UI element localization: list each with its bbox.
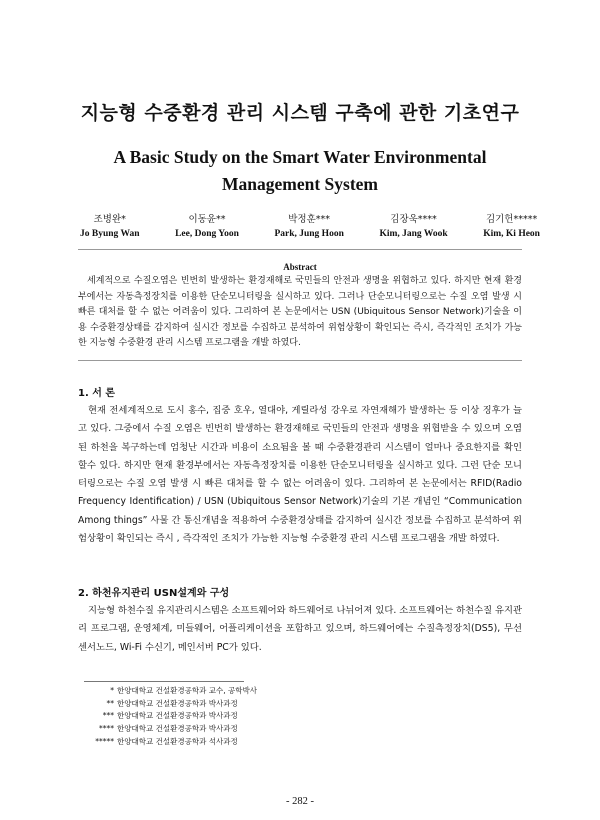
author-name-ko: 조병완* (93, 214, 126, 225)
abstract-heading: Abstract (283, 262, 317, 272)
footnote-text: 한양대학교 건설환경공학과 박사과정 (117, 711, 238, 721)
author-name-ko: 김기헌***** (485, 214, 538, 225)
section-1-body: 현재 전세계적으로 도시 홍수, 집중 호우, 열대야, 게릴라성 강우로 자연재해가 발생하는 등 이상 징후가 늘고 있다. 그중에서 수질 오염은 빈번히 발생하는 환경재해로 국민들의 안전과 생명을 위협받을 수 있으며 오염된 하천을 복구하는데 엄청난 시간과 비용이 소요됨을 볼 때 수중환경관리 시스템이 얼마나 중요한지를 확인 할수 있다. 하지만 현재 환경부에서는 자동측정장치를 이용한 단순모니터링을 실시하고 있다. 그런 단순 모니터링으로는 수질 오염 발생 시 빠른 대처를 할 수 없는 어려움이 있다. 그리하여 본 논문에서는 RFID(Radio Frequency Identification) / USN (Ubiquitous Sensor Network)기술의 기본 개념인 “Communication Among things” 사물 간 통신개념을 적용하여 수중환경상태를 감지하여 실시간 정보를 수집하고 분석하여 위험상황이 확인되는 즉시 , 즉각적인 조치가 가능한 지능형 수중환경 관리 시스템 프로그램을 개발 하였다. (78, 405, 522, 545)
footnote (78, 723, 378, 736)
author-name-ko: 박정훈*** (288, 214, 331, 225)
footnote-mark: **** (99, 724, 114, 734)
footnote-text: 한양대학교 건설환경공학과 박사과정 (117, 724, 238, 734)
english-title-line-2: Management System (221, 174, 378, 194)
abstract-bottom-rule (78, 360, 522, 361)
author-2 (175, 212, 239, 242)
author-name-en: Kim, Jang Wook (379, 229, 448, 239)
footnote-text: 한양대학교 건설환경공학과 교수, 공학박사 (117, 686, 257, 695)
author-3 (274, 212, 343, 242)
author-name-en: Park, Jung Hoon (274, 229, 344, 239)
abstract-body: 세계적으로 수질오염은 빈번히 발생하는 환경재해로 국민들의 안전과 생명을 위협하고 있다. 하지만 현재 환경부에서는 자동측정장치를 이용한 단순모니터링을 실시하고 있다. 그러나 단순모니터링으로는 수질 오염 발생 시 빠른 대처를 할 수 없는 어려움이 있다. 그리하여 본 논문에서는 USN (Ubiquitous Sensor Network)기술을 이용 수중환경상태를 감지하여 실시간 정보를 수집하고 분석하여 위험상황이 확인되는 즉시, 즉각적인 조치가 가능한 지능형 수중환경 관리 시스템 프로그램을 개발 하였다. (78, 276, 522, 348)
footnote-mark: ***** (95, 736, 114, 746)
footnote-mark: ** (106, 698, 114, 708)
footnote-text: 한양대학교 건설환경공학과 박사과정 (117, 698, 238, 708)
footnote-text: 한양대학교 건설환경공학과 석사과정 (117, 736, 238, 746)
author-5 (483, 212, 540, 242)
english-title (60, 144, 540, 198)
page-number: - 282 - (286, 796, 314, 807)
footnote-mark: * (110, 686, 114, 695)
author-name-en: Kim, Ki Heon (483, 229, 540, 239)
author-name-ko: 김장욱**** (390, 214, 437, 225)
footnote (78, 710, 378, 723)
author-1 (80, 212, 140, 242)
section-2-body: 지능형 하천수질 유지관리시스템은 소프트웨어와 하드웨어로 나뉘어져 있다. 소프트웨어는 하천수질 유지관리 프로그램, 운영체계, 미들웨어, 어플리케이션을 포함하고 있으며, 하드웨어에는 수질측정장치(DS5), 무선센서노드, Wi-Fi 수신기, 메인서버 PC가 있다. (78, 605, 522, 653)
footnote-rule (84, 681, 244, 682)
author-name-ko: 이동윤** (188, 214, 226, 225)
section-1-heading: 1. 서 론 (78, 388, 116, 399)
footnote (78, 736, 378, 749)
footnote (78, 698, 378, 711)
footnotes (78, 685, 378, 749)
footnote-mark: *** (102, 711, 114, 721)
author-name-en: Jo Byung Wan (80, 229, 140, 239)
footnote (78, 685, 378, 698)
author-4 (379, 212, 447, 242)
english-title-line-1: A Basic Study on the Smart Water Environmental (113, 147, 487, 167)
abstract-top-rule (78, 249, 522, 250)
section-2-heading: 2. 하천유지관리 USN설계와 구성 (78, 588, 230, 599)
author-name-en: Lee, Dong Yoon (175, 229, 239, 239)
korean-title: 지능형 수중환경 관리 시스템 구축에 관한 기초연구 (80, 102, 520, 124)
author-list (80, 212, 540, 242)
